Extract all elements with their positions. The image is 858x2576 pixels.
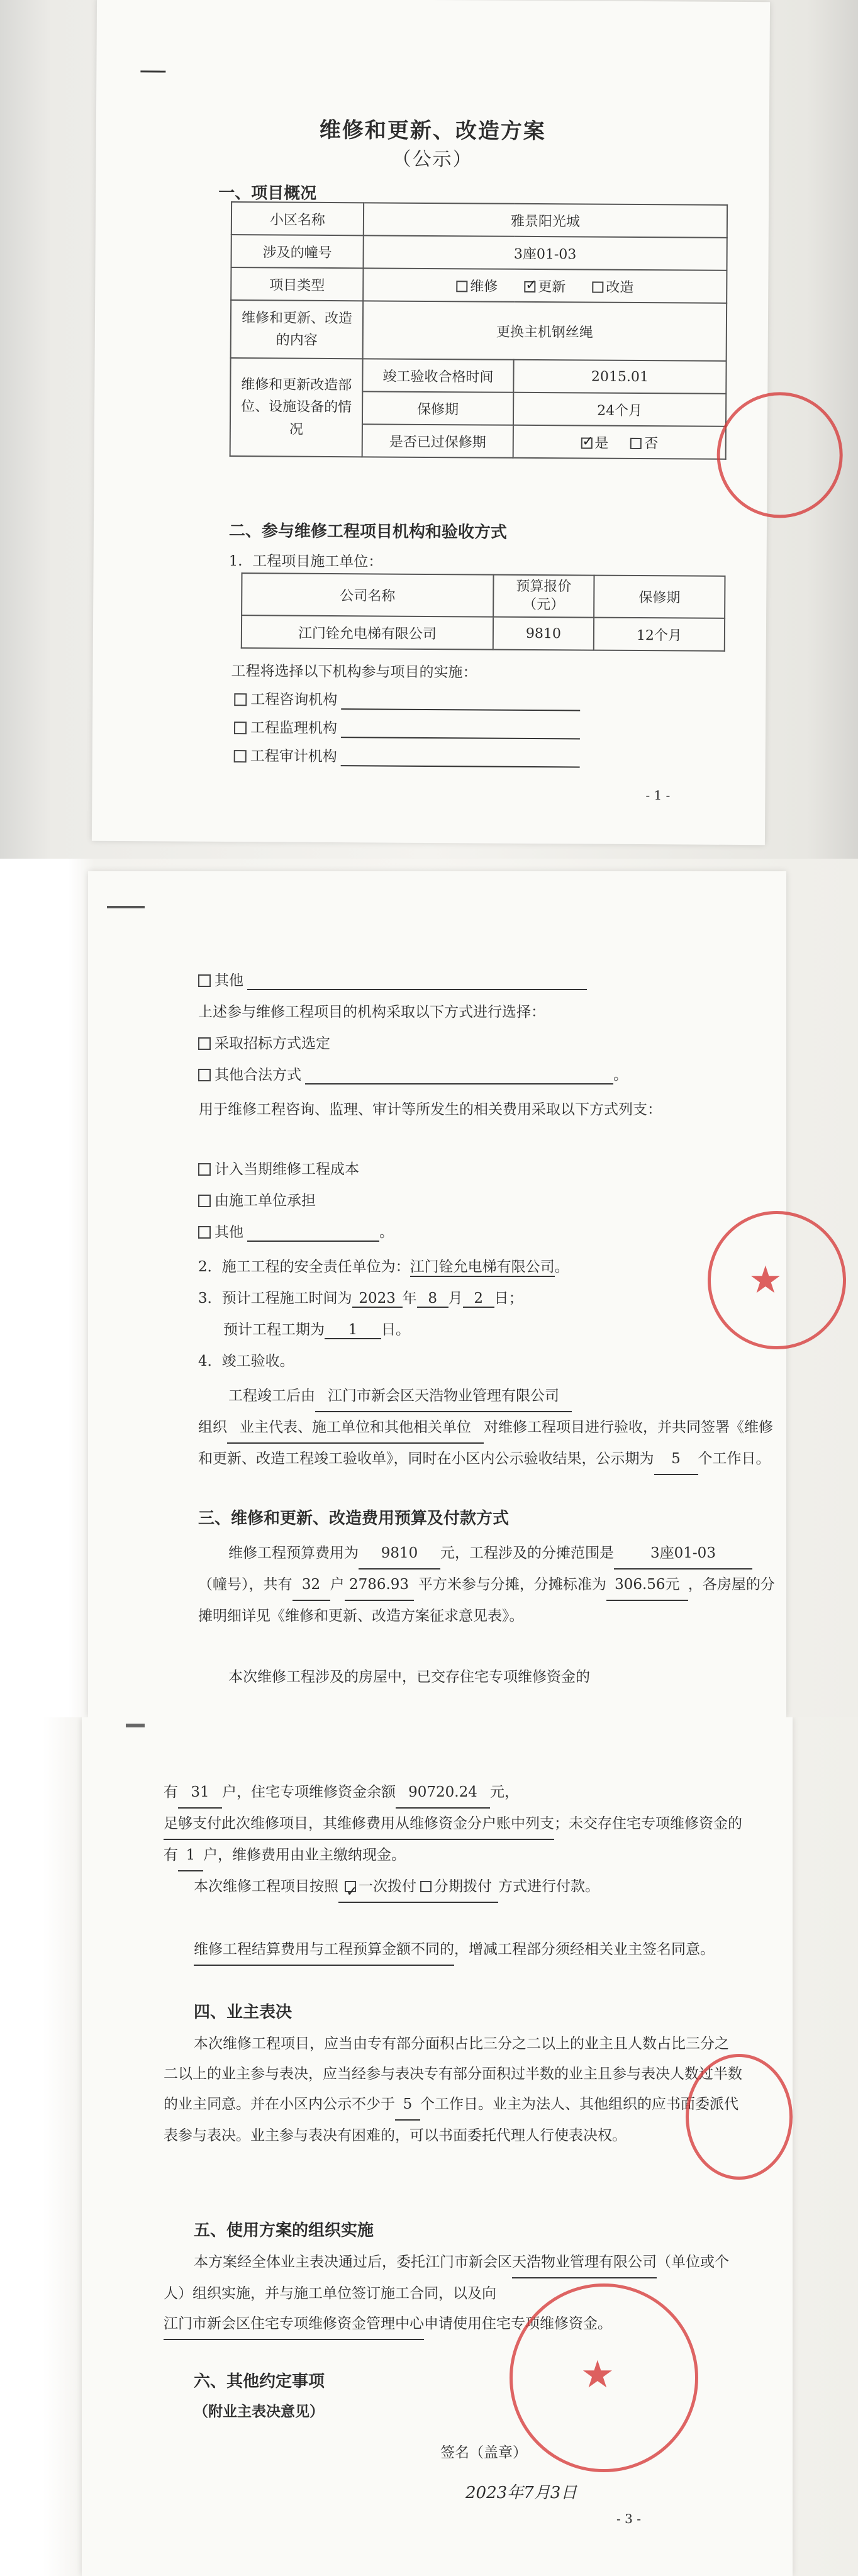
section-6-heading: 六、其他约定事项	[194, 2372, 325, 2391]
duration-label: 预计工程工期为	[223, 1322, 325, 1338]
cell-value: 24个月	[513, 393, 726, 427]
page-3-sheet	[82, 1717, 793, 2576]
star-icon: ★	[749, 1258, 783, 1302]
org-label: 工程监理机构	[250, 720, 338, 737]
publicity-days: 5	[654, 1444, 698, 1475]
project-type-options	[363, 268, 727, 303]
blank-line	[341, 692, 580, 711]
blank-line	[305, 1067, 613, 1084]
fund-paragraph	[164, 1777, 742, 1871]
checkbox	[234, 693, 247, 706]
difference-condition: 维修工程结算费用与工程预算金额不同的	[194, 1934, 454, 1966]
option-label: 其他合法方式	[214, 1067, 301, 1083]
budget-paragraph	[198, 1538, 777, 1631]
text: 本方案经全体业主表决通过后，委托江门市新会区	[194, 2254, 512, 2270]
text: 本次维修工程项目，应当由专有部分面积占比三分之二以上的业主且人数占比三分之二以上的业主参与表决，应当经参与表决专有部分面积过半数的业主且参与表决人数过半数的业主同意。并在小区内公示不少于	[164, 2036, 742, 2112]
safety-unit: 江门铨允电梯有限公司	[410, 1255, 555, 1277]
option-label: 其他	[214, 1224, 243, 1241]
cell-label: 维修和更新、改造的内容	[231, 300, 364, 359]
text: 方式进行付款。	[498, 1878, 599, 1895]
item-3-label: 3．预计工程施工时间为	[198, 1290, 352, 1307]
option-label: 计入当期维修工程成本	[214, 1161, 359, 1178]
text: 维修工程预算费用为	[228, 1545, 359, 1561]
text: 户，住宅专项维修资金余额	[222, 1784, 396, 1800]
text: 申请使用住宅专项维修资金。	[424, 2316, 612, 2332]
checkbox-yes-checked	[581, 437, 592, 449]
text: 有	[164, 1784, 178, 1800]
text: 平方米参与分摊，分摊标准为	[418, 1576, 606, 1593]
red-seal-stamp-partial	[686, 2054, 793, 2180]
section-4-heading: 四、业主表决	[194, 2003, 292, 2022]
checkbox	[234, 722, 247, 734]
implementing-company: 天浩物业管理有限公司	[512, 2247, 657, 2278]
contractor-budget: 9810	[493, 617, 594, 650]
fund-management-center: 江门市新会区住宅专项维修资金管理中心	[164, 2309, 424, 2340]
org-supervise	[234, 716, 580, 739]
cell-value: 更换主机钢丝绳	[363, 301, 727, 361]
option-label: 采取招标方式选定	[214, 1035, 330, 1052]
method-other: 其他合法方式 。	[198, 1063, 628, 1084]
blank-line	[247, 1224, 379, 1242]
option-label: 其他	[214, 973, 243, 989]
checkbox-update-checked	[524, 281, 535, 292]
option-label: 改造	[606, 279, 634, 296]
star-icon: ★	[581, 2353, 615, 2397]
checkbox-repair	[456, 281, 467, 292]
page-number: - 3 -	[616, 2511, 641, 2526]
text: 组织	[198, 1419, 227, 1436]
option-label: 是	[594, 435, 609, 452]
cell-label: 维修和更新改造部位、设施设备的情况	[230, 358, 363, 457]
unpaid-households: 1	[178, 1840, 203, 1871]
section-3-heading: 三、维修和更新、改造费用预算及付款方式	[198, 1509, 510, 1528]
checkbox-no	[630, 437, 642, 449]
text: 元，	[490, 1784, 519, 1800]
text: （单位或个人）组织实施，并与施工单位签订施工合同，以及向	[164, 2254, 729, 2302]
pen-mark	[107, 906, 145, 908]
text: ，各房屋的分摊明细详见《维修和更新、改造方案征求意见表》。	[198, 1576, 775, 1624]
header-company: 公司名称	[242, 573, 493, 617]
start-day: 2	[463, 1290, 494, 1308]
option-label: 由施工单位承担	[214, 1193, 316, 1209]
org-label: 工程审计机构	[250, 748, 337, 766]
page-1-photo	[0, 0, 858, 859]
duration-days: 1	[325, 1322, 381, 1339]
unit-month: 月	[448, 1290, 463, 1307]
checkbox-lump-sum-checked	[345, 1881, 356, 1892]
method-bidding	[198, 1032, 330, 1052]
blank-line	[247, 973, 587, 990]
fee-option-2	[198, 1189, 316, 1210]
cell-label: 保修期	[362, 391, 513, 425]
cell-value: 3座01-03	[363, 235, 727, 270]
option-label: 更新	[538, 279, 566, 295]
start-year: 2023	[352, 1290, 403, 1308]
fee-question: 用于维修工程咨询、监理、审计等所发生的相关费用采取以下方式列支：	[199, 1101, 662, 1118]
cell-label: 涉及的幢号	[231, 235, 363, 268]
checkbox	[198, 1037, 211, 1050]
vote-publicity-days: 5	[395, 2089, 420, 2121]
text: 户，维修费用由业主缴纳现金。	[203, 1847, 406, 1863]
duration-line	[223, 1318, 410, 1339]
start-month: 8	[417, 1290, 448, 1308]
contractor-table	[241, 572, 726, 652]
warranty-expired-options	[513, 425, 726, 459]
page-2-photo	[0, 859, 858, 1717]
section-2-heading: 二、参与维修工程项目机构和验收方式	[228, 521, 508, 542]
paid-households: 31	[178, 1777, 222, 1809]
doc-subtitle: （公示）	[392, 148, 473, 171]
method-question: 上述参与维修工程项目的机构采取以下方式进行选择：	[198, 1004, 545, 1020]
blank-line	[341, 749, 580, 767]
option-label: 维修	[470, 278, 498, 295]
pen-mark	[126, 1724, 145, 1727]
fund-intro: 本次维修工程涉及的房屋中，已交存住宅专项维修资金的	[228, 1669, 590, 1685]
cell-label: 竣工验收合格时间	[362, 359, 513, 392]
page-2-sheet	[88, 871, 786, 1717]
checkbox	[198, 1195, 211, 1207]
option-label: 否	[644, 435, 659, 452]
cell-label: 是否已过保修期	[362, 424, 513, 457]
payment-options	[338, 1871, 498, 1903]
item-4: 4．竣工验收。	[198, 1353, 294, 1369]
acceptance-parties: 业主代表、施工单位和其他相关单位	[227, 1412, 484, 1444]
signature-label: 签名（盖章）	[440, 2445, 527, 2461]
checkbox-installment	[420, 1881, 432, 1892]
checkbox	[198, 1163, 211, 1176]
checkbox	[234, 750, 247, 762]
doc-title: 维修和更新、改造方案	[319, 117, 546, 145]
blank-line	[341, 720, 580, 739]
text: 户	[330, 1576, 345, 1593]
cell-value: 雅景阳光城	[364, 203, 727, 238]
acceptance-organizer: 江门市新会区天浩物业管理有限公司	[315, 1381, 572, 1412]
section-1-heading: 一、项目概况	[218, 183, 317, 203]
checkbox	[198, 1226, 211, 1239]
signature-date: 2023年7月3日	[465, 2484, 577, 2502]
checkbox	[198, 1069, 211, 1081]
option-label: 分期拨付	[434, 1878, 492, 1895]
acceptance-paragraph	[198, 1381, 777, 1475]
text: （幢号），共有	[198, 1576, 292, 1593]
household-count: 32	[292, 1570, 330, 1601]
text: 工程竣工后由	[228, 1388, 315, 1404]
header-warranty: 保修期	[594, 576, 725, 618]
cell-value: 2015.01	[513, 360, 726, 394]
fund-balance: 90720.24	[396, 1777, 490, 1809]
text: 个工作日。业主为法人、其他组织的应书面委派代表参与表决。业主参与表决有困难的，可以书面委托代理人行使表决权。	[164, 2096, 738, 2144]
attachment-note: （附业主表决意见）	[194, 2403, 324, 2420]
checkbox	[198, 974, 211, 987]
fee-option-1	[198, 1157, 359, 1178]
org-label: 工程咨询机构	[250, 691, 338, 709]
text: 个工作日。	[698, 1451, 771, 1467]
section-5-heading: 五、使用方案的组织实施	[194, 2221, 374, 2240]
page-1-sheet	[92, 0, 770, 845]
item-2: 2．施工工程的安全责任单位为：江门铨允电梯有限公司。	[198, 1255, 569, 1277]
contractor-warranty: 12个月	[594, 618, 725, 651]
payment-paragraph	[164, 1871, 742, 1903]
contractor-name: 江门铨允电梯有限公司	[242, 615, 493, 649]
fee-option-3: 其他 。	[198, 1220, 394, 1242]
org-consult	[234, 688, 580, 711]
other-option	[198, 969, 587, 990]
text: ，增减工程部分须经相关业主签名同意。	[454, 1941, 715, 1958]
project-overview-table	[230, 201, 728, 460]
choose-orgs-text: 工程将选择以下机构参与项目的实施：	[231, 663, 477, 681]
difference-paragraph	[164, 1934, 742, 1966]
page-number: - 1 -	[645, 788, 671, 803]
building-scope: 3座01-03	[614, 1538, 752, 1570]
text: 元，工程涉及的分摊范围是	[440, 1545, 614, 1561]
page-3-photo	[0, 1717, 858, 2576]
unit-day: 日；	[494, 1290, 523, 1307]
org-audit	[234, 744, 580, 767]
share-rate: 306.56元	[606, 1570, 688, 1601]
vote-paragraph	[164, 2029, 742, 2151]
text: ；未交存住宅专项维修资金的有	[164, 1815, 742, 1863]
checkbox-renovate	[592, 281, 603, 293]
total-area: 2786.93	[345, 1570, 414, 1601]
text: 对维修工程项目进行验收，并共同签署《维修和更新、改造工程竣工验收单》，同时在小区内公示验收结果，公示期为	[198, 1419, 773, 1467]
budget-amount: 9810	[359, 1538, 440, 1570]
text: 本次维修工程项目按照	[194, 1878, 338, 1895]
duration-unit: 日。	[381, 1322, 410, 1338]
header-budget: 预算报价（元）	[493, 575, 594, 618]
item-3	[198, 1286, 523, 1308]
option-label: 一次拨付	[359, 1878, 416, 1895]
cell-label: 小区名称	[231, 202, 364, 235]
cell-label: 项目类型	[231, 267, 363, 301]
unit-year: 年	[402, 1290, 417, 1307]
red-seal-stamp	[716, 392, 843, 518]
pen-mark	[140, 70, 165, 72]
fund-sufficient-statement: 足够支付此次维修项目，其维修费用从维修资金分户账中列支	[164, 1809, 554, 1840]
item-2-label: 2．施工工程的安全责任单位为：	[198, 1259, 410, 1275]
item-1: 1．工程项目施工单位：	[228, 553, 383, 571]
